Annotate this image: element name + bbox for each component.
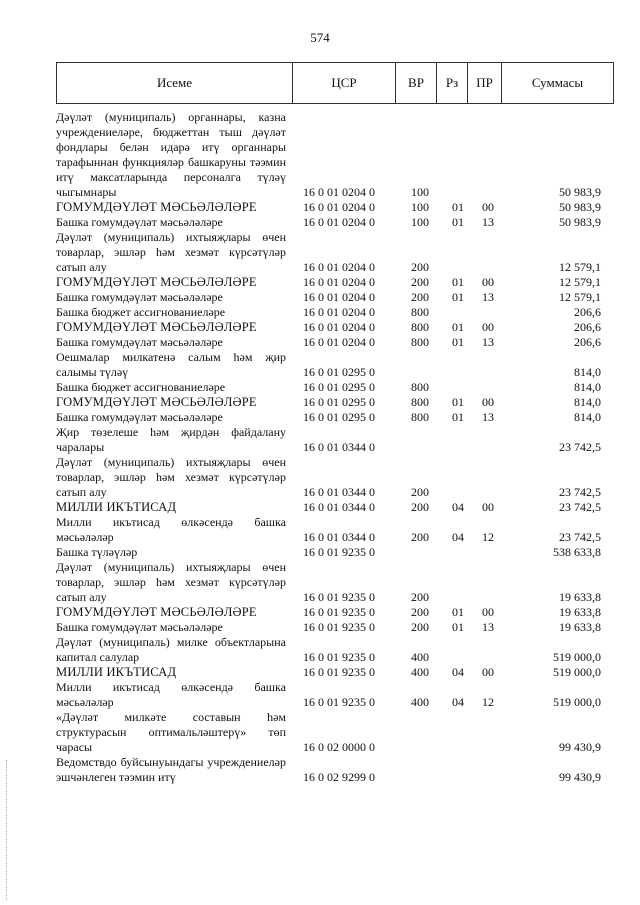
cell-sum: 12 579,1 [559,275,601,289]
table-row [56,395,616,410]
cell-vr: 800 [411,380,429,394]
header-name: Исеме [57,63,293,104]
header-sum: Суммасы [502,63,614,104]
table-row [56,200,616,215]
cell-pr: 00 [482,605,494,619]
cell-name: ГОМУМДӘҮЛӘТ МӘСЬӘЛӘЛӘРЕ [56,605,257,619]
cell-rz: 01 [452,620,464,634]
cell-sum: 23 742,5 [559,500,601,514]
cell-vr: 800 [411,320,429,334]
cell-name: Милли икътисад өлкәсендә башка мәсьәләләр [56,680,286,709]
cell-sum: 814,0 [574,380,601,394]
cell-pr: 00 [482,275,494,289]
cell-csr: 16 0 01 0344 0 [303,530,375,544]
cell-vr: 200 [411,590,429,604]
table-header [56,62,614,104]
table-row [56,230,616,275]
cell-csr: 16 0 01 0204 0 [303,200,375,214]
cell-csr: 16 0 01 0204 0 [303,335,375,349]
cell-vr: 200 [411,290,429,304]
cell-rz: 01 [452,395,464,409]
cell-pr: 00 [482,200,494,214]
cell-rz: 01 [452,605,464,619]
cell-name: Дәүләт (муниципаль) ихтыяҗлары өчен товарлар, эшләр һәм хезмәт күрсәтүләр сатып алу [56,455,286,499]
cell-name: Милли икътисад өлкәсендә башка мәсьәләләр [56,515,286,544]
cell-rz: 01 [452,290,464,304]
cell-pr: 00 [482,320,494,334]
cell-name: Башка бюджет ассигнованиеләре [56,305,226,319]
cell-name: Дәүләт (муниципаль) ихтыяҗлары өчен товарлар, эшләр һәм хезмәт күрсәтүләр сатып алу [56,230,286,274]
cell-name: Җир төзелеше һәм җирдән файдалану чаралары [56,425,286,454]
cell-csr: 16 0 01 9235 0 [303,695,375,709]
cell-csr: 16 0 01 0344 0 [303,440,375,454]
cell-vr: 800 [411,335,429,349]
cell-csr: 16 0 01 0295 0 [303,410,375,424]
table-row [56,320,616,335]
cell-vr: 800 [411,305,429,319]
table-row [56,545,616,560]
cell-rz: 01 [452,275,464,289]
cell-csr: 16 0 01 0204 0 [303,215,375,229]
cell-rz: 01 [452,215,464,229]
table-row [56,110,616,200]
cell-name: ГОМУМДӘҮЛӘТ МӘСЬӘЛӘЛӘРЕ [56,200,257,214]
cell-sum: 206,6 [574,320,601,334]
cell-csr: 16 0 01 0204 0 [303,185,375,199]
cell-csr: 16 0 01 9235 0 [303,650,375,664]
cell-name: Дәүләт (муниципаль) милке объектларына капитал салулар [56,635,286,664]
cell-name: Ведомствдо буйсынуындагы учреждениеләр эшчәнлеген тәэмин итү [56,755,286,784]
cell-csr: 16 0 01 0204 0 [303,320,375,334]
cell-pr: 13 [482,410,494,424]
table-row [56,560,616,605]
cell-name: Башка бюджет ассигнованиеләре [56,380,226,394]
cell-sum: 50 983,9 [559,200,601,214]
cell-vr: 400 [411,665,429,679]
table-row [56,710,616,755]
header-vr: ВР [396,63,437,104]
cell-vr: 200 [411,605,429,619]
cell-vr: 400 [411,695,429,709]
table-row [56,455,616,500]
cell-sum: 12 579,1 [559,290,601,304]
cell-rz: 04 [452,530,464,544]
cell-rz: 01 [452,200,464,214]
cell-csr: 16 0 01 9235 0 [303,545,375,559]
cell-sum: 19 633,8 [559,605,601,619]
table-row [56,635,616,665]
cell-vr: 100 [411,200,429,214]
cell-name: Башка түләүләр [56,545,138,559]
cell-pr: 13 [482,290,494,304]
cell-sum: 23 742,5 [559,440,601,454]
cell-pr: 00 [482,665,494,679]
header-csr: ЦСР [293,63,396,104]
cell-sum: 814,0 [574,395,601,409]
table-row [56,500,616,515]
cell-sum: 814,0 [574,365,601,379]
cell-name: ГОМУМДӘҮЛӘТ МӘСЬӘЛӘЛӘРЕ [56,320,257,334]
cell-csr: 16 0 01 0295 0 [303,365,375,379]
cell-sum: 23 742,5 [559,485,601,499]
table-row [56,335,616,350]
cell-sum: 19 633,8 [559,620,601,634]
cell-name: ГОМУМДӘҮЛӘТ МӘСЬӘЛӘЛӘРЕ [56,395,257,409]
cell-vr: 800 [411,395,429,409]
cell-vr: 200 [411,485,429,499]
table-row [56,215,616,230]
cell-rz: 04 [452,695,464,709]
cell-vr: 200 [411,500,429,514]
cell-name: «Дәүләт милкәте составын һәм структурасын оптимальләштерү» төп чарасы [56,710,286,754]
cell-csr: 16 0 01 0204 0 [303,290,375,304]
cell-sum: 206,6 [574,305,601,319]
cell-sum: 538 633,8 [553,545,601,559]
table-row [56,515,616,545]
cell-vr: 200 [411,260,429,274]
cell-sum: 99 430,9 [559,770,601,784]
header-pr: ПР [468,63,502,104]
table-row [56,755,616,785]
cell-rz: 01 [452,410,464,424]
cell-name: МИЛЛИ ИКЪТИСАД [56,665,177,679]
table-row [56,665,616,680]
cell-sum: 19 633,8 [559,590,601,604]
cell-sum: 99 430,9 [559,740,601,754]
page-number: 574 [310,30,330,45]
cell-pr: 12 [482,530,494,544]
table-row [56,350,616,380]
cell-name: ГОМУМДӘҮЛӘТ МӘСЬӘЛӘЛӘРЕ [56,275,257,289]
cell-csr: 16 0 01 0344 0 [303,500,375,514]
cell-pr: 00 [482,500,494,514]
margin-marks [6,760,9,900]
cell-csr: 16 0 01 9235 0 [303,665,375,679]
cell-name: Башка гомумдәүләт мәсьәләләре [56,620,223,634]
cell-sum: 50 983,9 [559,215,601,229]
cell-sum: 206,6 [574,335,601,349]
cell-csr: 16 0 02 9299 0 [303,770,375,784]
cell-sum: 50 983,9 [559,185,601,199]
cell-sum: 23 742,5 [559,530,601,544]
cell-name: Дәүләт (муниципаль) ихтыяҗлары өчен товарлар, эшләр һәм хезмәт күрсәтүләр сатып алу [56,560,286,604]
cell-csr: 16 0 01 0344 0 [303,485,375,499]
cell-vr: 100 [411,215,429,229]
cell-vr: 200 [411,275,429,289]
cell-sum: 519 000,0 [553,695,601,709]
table-row [56,380,616,395]
cell-vr: 400 [411,650,429,664]
cell-rz: 04 [452,665,464,679]
cell-csr: 16 0 02 0000 0 [303,740,375,754]
cell-pr: 00 [482,395,494,409]
cell-vr: 200 [411,620,429,634]
cell-rz: 01 [452,320,464,334]
cell-name: МИЛЛИ ИКЪТИСАД [56,500,177,514]
cell-csr: 16 0 01 9235 0 [303,590,375,604]
cell-pr: 13 [482,215,494,229]
cell-rz: 01 [452,335,464,349]
cell-vr: 200 [411,530,429,544]
cell-name: Башка гомумдәүләт мәсьәләләре [56,410,223,424]
cell-pr: 13 [482,620,494,634]
cell-sum: 519 000,0 [553,665,601,679]
header-rz: Рз [437,63,468,104]
cell-csr: 16 0 01 0295 0 [303,395,375,409]
cell-csr: 16 0 01 0204 0 [303,305,375,319]
cell-name: Оешмалар милкатенә салым һәм җир салымы түләү [56,350,286,379]
cell-csr: 16 0 01 9235 0 [303,620,375,634]
cell-name: Башка гомумдәүләт мәсьәләләре [56,335,223,349]
cell-sum: 519 000,0 [553,650,601,664]
table-row [56,605,616,620]
table-row [56,275,616,290]
table-row [56,290,616,305]
table-row [56,680,616,710]
table-row [56,410,616,425]
cell-sum: 12 579,1 [559,260,601,274]
cell-vr: 800 [411,410,429,424]
table-body [56,110,616,785]
table-row [56,305,616,320]
cell-name: Башка гомумдәүләт мәсьәләләре [56,290,223,304]
cell-csr: 16 0 01 9235 0 [303,605,375,619]
cell-sum: 814,0 [574,410,601,424]
cell-name: Башка гомумдәүләт мәсьәләләре [56,215,223,229]
cell-name: Дәүләт (муниципаль) органнары, казна учреждениеләре, бюджеттан тыш дәүләт фондлары белән идарә итү органнары тарафыннан функцияләр башкаруны тәэмин итү максатларында персоналга түләү чыгымнары [56,110,286,199]
cell-rz: 04 [452,500,464,514]
cell-csr: 16 0 01 0295 0 [303,380,375,394]
cell-csr: 16 0 01 0204 0 [303,275,375,289]
table-row [56,620,616,635]
cell-pr: 13 [482,335,494,349]
cell-pr: 12 [482,695,494,709]
cell-vr: 100 [411,185,429,199]
table-row [56,425,616,455]
cell-csr: 16 0 01 0204 0 [303,260,375,274]
